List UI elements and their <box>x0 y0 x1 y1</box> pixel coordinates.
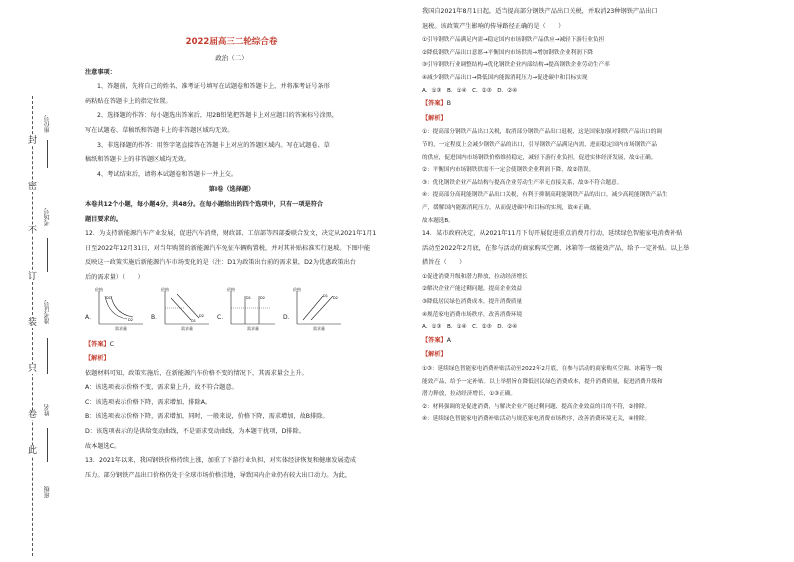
class-field: 班级 <box>44 486 51 498</box>
question-14-analysis-label: 【解析】 <box>422 351 447 359</box>
question-13-option: ④减少钢铁产品出口→降低国内能源消耗压力→促进碳中和目标实现 <box>422 74 588 81</box>
notice-line: 写在试题卷、草稿纸和答题卡上的非答题区域均无效。 <box>85 126 234 134</box>
curve-label-d2: D2 <box>128 317 133 322</box>
binding-char: 装 <box>27 318 37 328</box>
question-14-text: 活动至2022年2月底，在参与活动的商家购买空调、冰箱等一级能效产品，给予一定补贴。以上举 <box>422 244 690 252</box>
curve-label-d2: D2 <box>199 313 204 318</box>
analysis-line: ①：提高部分钢铁产品出口关税，取消部分钢铁产品出口退税，这是国家加强对钢铁产品出口的调 <box>422 129 662 136</box>
question-12-answer: 【答案】C <box>85 340 115 348</box>
notice-line: 稿纸和答题卡上的非答题区域均无效。 <box>85 156 191 164</box>
analysis-line: ③：优化钢铁企业产品结构与提高企业劳动生产率无直接关系，故③不符合题意。 <box>422 179 623 186</box>
demand-graph-b <box>157 288 211 328</box>
analysis-line: 故本题选C。 <box>85 442 121 450</box>
graph-option-label: A． <box>85 313 96 321</box>
analysis-line: 的供应，促进国内市场钢铁价格维持稳定，减轻下游行业负担，促进实体经济发展，故①正确。 <box>422 154 657 161</box>
graph-x-label: 需求量 <box>247 325 259 331</box>
binding-char: 订 <box>27 272 37 282</box>
question-12-text: 反映这一政策实施后新能源汽车市场变化的是（注：D1为政策出台前的需求量，D2为优惠政策出台 <box>85 259 357 267</box>
notice-line: 4、考试结束后，请将本试题卷和答题卡一并上交。 <box>97 170 238 178</box>
binding-char: 卷 <box>27 410 37 420</box>
section-heading: 第Ⅰ卷（选择题） <box>208 186 255 194</box>
question-14-text: 14．某市政府决定，从2021年11月下旬开展促进重点消费月行动，延续绿色智能家电消费补贴 <box>422 230 683 238</box>
curve-label-d1: D1 <box>191 318 196 323</box>
page-subtitle: 政治（二） <box>215 54 248 62</box>
graph-option-label: B． <box>151 313 162 321</box>
graph-x-label: 需求量 <box>181 325 193 331</box>
notice-line: 2、选择题的作答：每小题选出答案后，用2B铅笔把答题卡上对应题目的答案标号涂黑， <box>97 112 339 120</box>
curve-label-d1: D1 <box>106 295 111 300</box>
analysis-line: B：该选项表示价格下降，需求增加，同时，一般来说，价格下降，需求增加，故B排除。 <box>85 413 329 421</box>
binding-char: 只 <box>27 364 37 374</box>
left-column <box>85 33 378 483</box>
name-rule <box>47 428 48 462</box>
graph-y-label: 价格 <box>95 286 103 292</box>
question-12-analysis-label: 【解析】 <box>85 355 110 363</box>
name-field: 姓名 <box>44 404 51 416</box>
graph-x-label: 需求量 <box>115 325 127 331</box>
binding-char: 此 <box>27 446 37 456</box>
question-13-text: 压力。部分钢铁产品出口价格仍处于全球市场价格洼地，导致国内企业仍有较大出口动力。为此， <box>85 471 352 479</box>
question-14-choices: A．①③ B．①④ C．②③ D．②④ <box>422 324 518 331</box>
analysis-line: 故本题选B。 <box>422 217 454 224</box>
question-12-text: 日至2022年12月31日，对当年购置的新能源汽车免征车辆购置税，并对其补贴标准实行退坡。下图中能 <box>85 244 371 252</box>
question-14-answer: 【答案】A <box>422 336 451 344</box>
binding-char: 不 <box>27 226 37 236</box>
binding-char: 封 <box>27 136 37 146</box>
analysis-line: 潜力释放，拉动经济增长，①③正确。 <box>422 391 516 398</box>
question-12-graphs <box>85 288 378 334</box>
curve-label-d1: D1 <box>246 295 251 300</box>
graph-x-label: 需求量 <box>313 325 325 331</box>
question-14-option: ①促进消费升级和潜力释放，拉动经济增长 <box>422 273 528 280</box>
question-14-option: ②解决企业产能过剩问题，提高企业效益 <box>422 286 523 293</box>
analysis-line: A：该选项表示价格不变，需求量上升，故不符合题意。 <box>85 384 238 392</box>
analysis-line: ④：提高部分高耗能钢铁产品出口关税，有利于抑制高耗能钢铁产品的出口，减少高耗能钢铁产品生 <box>422 192 668 199</box>
question-13-option: ③引导钢铁行业调整结构→优化钢铁企业内部结构→提高钢铁企业劳动生产率 <box>422 62 610 69</box>
graph-option-c <box>217 288 277 334</box>
seat-number-field: 座位号 <box>44 115 51 133</box>
right-column <box>422 5 718 426</box>
question-12-text: 12．为支持新能源汽车产业发展，促进汽车消费，财政部、工信部等四部委联合发文，决定从2021年1月1 <box>85 230 377 238</box>
question-13-option: ①引导钢铁产品满足内需→稳定国内市场钢铁产品供应→减轻下游行业负担 <box>422 37 605 44</box>
curve-label-d2: D2 <box>260 295 265 300</box>
question-13-text: 我国自2021年8月1日起，适当提高部分钢铁产品出口关税，并取消23种钢铁产品出口 <box>422 8 658 15</box>
question-12-text: 后的需求量）（ ） <box>85 273 144 281</box>
analysis-line: C：该选项表示价格下降，需求增加，排除A。 <box>85 398 212 406</box>
binding-char: 密 <box>27 182 37 192</box>
notice-line: 码粘贴在答题卡上的指定位置。 <box>85 97 172 105</box>
analysis-line: 依题材料可知，政策实施后，在新能源汽车价格不变的情况下，其需求量会上升。 <box>85 369 308 377</box>
question-14-text: 措旨在（ ） <box>422 259 466 267</box>
admission-number-rule <box>47 338 48 374</box>
question-13-option: ②降低钢铁产品出口意愿→平衡国内市场供需→增加钢铁企业利润下降 <box>422 49 594 56</box>
demand-graph-d <box>289 288 343 328</box>
question-14-option: ③降低居民绿色消费成本，提升消费质量 <box>422 299 523 306</box>
admission-number-field: 准考证号 <box>44 300 51 324</box>
curve-label-d1: D1 <box>323 293 328 298</box>
graph-y-label: 价格 <box>161 286 169 292</box>
exam-room-rule <box>47 238 48 272</box>
question-13-analysis-label: 【解析】 <box>422 114 447 122</box>
graph-y-label: 价格 <box>293 286 301 292</box>
page-title: 2022届高三二轮综合卷 <box>185 37 278 47</box>
section-intro: 题目要求的。 <box>85 215 123 223</box>
graph-option-label: C． <box>217 313 228 321</box>
question-13-text: 13．2021年以来，我国钢铁价格持续上涨，加重了下游行业负担，对实体经济恢复和健康发展造成 <box>85 457 357 465</box>
demand-graph-c <box>223 288 277 328</box>
analysis-line: ④：延续绿色智能家电消费补贴活动与规范家电消费市场秩序，改善消费环境无关，④排除。 <box>422 416 651 423</box>
analysis-line: 能效产品，给予一定补贴。以上举措旨在降低居民绿色消费成本，提升消费质量，促进消费升级和 <box>422 378 663 385</box>
analysis-line: D：该选项表示的是供给变动曲线，不是需求变动曲线，为本题干扰项，D排除。 <box>85 428 305 436</box>
binding-margin <box>0 0 62 562</box>
analysis-line: 节的，一定程度上会减少钢铁产品的出口，引导钢铁产品满足内需，进而稳定国内市场钢铁产品 <box>422 141 657 148</box>
analysis-line: ①③：延续绿色智能家电消费补贴活动至2022年2月底，在参与活动的商家购买空调、冰箱等一级 <box>422 366 663 373</box>
notice-heading: 注意事项： <box>85 68 116 76</box>
analysis-line: ②：平衡国内市场钢铁供需不一定会使钢铁企业利润下降，故②错误。 <box>422 167 595 174</box>
question-14-option: ④规范家电消费市场秩序，改善消费环境 <box>422 311 523 318</box>
question-13-answer: 【答案】B <box>422 100 451 108</box>
analysis-line: 产，缓解国内能源消耗压力，从而促进碳中和目标的实现，故④正确。 <box>422 204 595 211</box>
analysis-line: ②：材料强调的是促进消费，与解决企业产能过剩问题、提高企业效益的目的不符，②排除。 <box>422 403 651 410</box>
question-13-choices: A．①③ B．①④ C．②③ D．②④ <box>422 87 518 94</box>
curve-label-d2: D2 <box>333 295 338 300</box>
seat-number-rule <box>47 140 48 168</box>
notice-line: 1、答题前，先将自己的姓名、准考证号填写在试题卷和答题卡上，并将准考证号条形 <box>97 83 330 91</box>
section-intro: 本卷共12个小题，每小题4分，共48分。在每小题给出的四个选项中，只有一项是符合 <box>85 200 324 208</box>
graph-y-label: 价格 <box>227 286 235 292</box>
graph-option-a <box>85 288 145 334</box>
graph-option-label: D． <box>283 313 294 321</box>
graph-option-d <box>283 288 343 334</box>
demand-graph-a <box>91 288 145 328</box>
notice-line: 3、非选择题的作答：用签字笔直接答在答题卡上对应的答题区域内。写在试题卷、草 <box>97 141 330 149</box>
question-13-text: 退税。该政策产生影响的传导路径正确的是（ ） <box>422 22 565 30</box>
graph-option-b <box>151 288 211 334</box>
exam-room-field: 考场号 <box>44 208 51 226</box>
